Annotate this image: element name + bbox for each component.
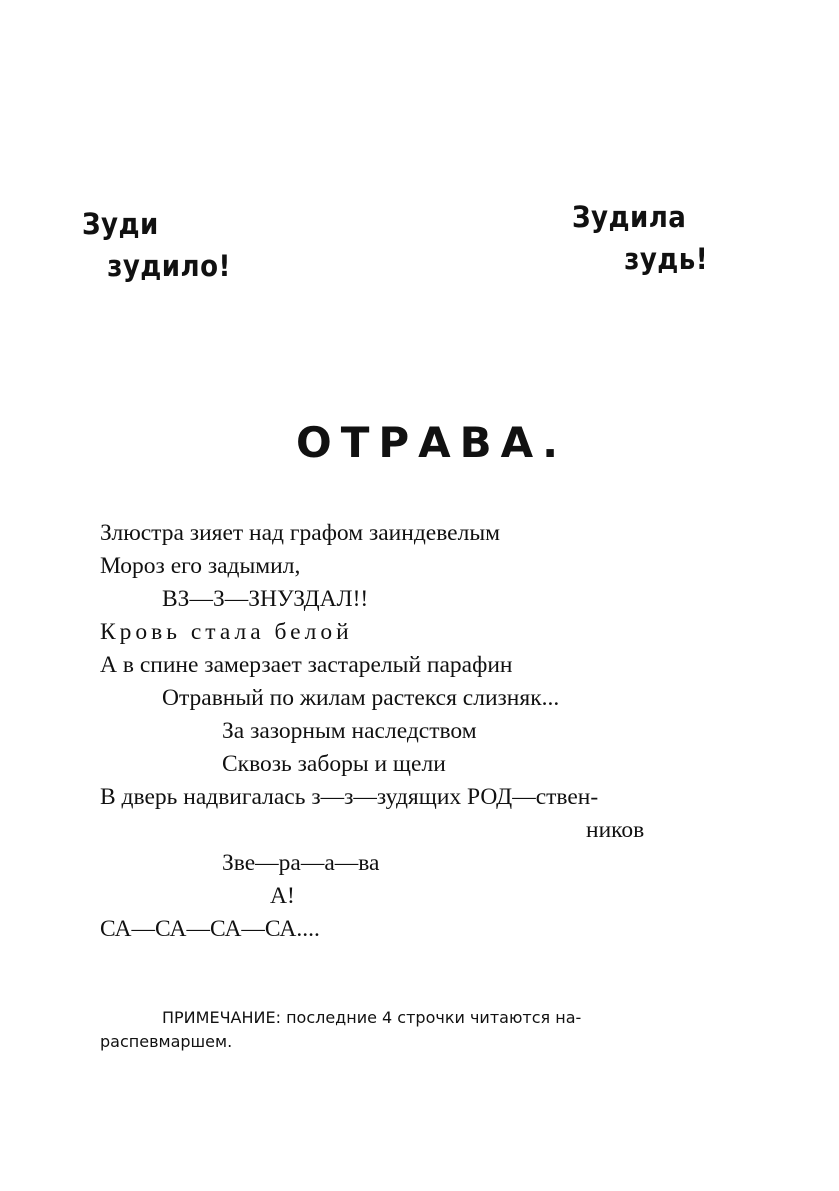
footnote-line-1: ПРИМЕЧАНИЕ: последние 4 строчки читаются на- — [162, 1008, 582, 1027]
poem-line-9: В дверь надвигалась з—з—зудящих РОД—ствен- — [100, 784, 599, 810]
poem-line-2: Мороз его задымил, — [100, 553, 301, 579]
poem-line-3: ВЗ—З—ЗНУЗДАЛ!! — [162, 586, 369, 612]
epigraph-right-line-1: Зудила — [572, 200, 687, 234]
epigraph-right-line-2: зудь! — [624, 242, 709, 276]
epigraph-left — [82, 203, 231, 287]
epigraph-right — [572, 196, 708, 280]
poem-line-1: Злюстра зияет над графом заиндевелым — [100, 520, 500, 546]
poem-line-13: СА—СА—СА—СА.... — [100, 916, 320, 942]
poem-line-5: А в спине замерзает застарелый парафин — [100, 652, 513, 678]
poem-line-7: За зазорным наследством — [222, 718, 477, 744]
poem-line-12: А! — [270, 883, 295, 909]
poem-line-8: Сквозь заборы и щели — [222, 751, 446, 777]
epigraph-left-line-1: Зуди — [82, 207, 159, 241]
poem-line-6: Отравный по жилам растекся слизняк... — [162, 685, 560, 711]
epigraph-left-line-2: зудило! — [107, 249, 231, 283]
poem-line-4: Кровь стала белой — [100, 619, 353, 645]
poem-line-10: ников — [586, 817, 645, 843]
footnote — [100, 1006, 722, 1054]
footnote-line-2: распевмаршем. — [100, 1032, 233, 1051]
poem-line-11: Зве—ра—а—ва — [222, 850, 380, 876]
poem-title: ОТРАВА. — [296, 418, 568, 467]
